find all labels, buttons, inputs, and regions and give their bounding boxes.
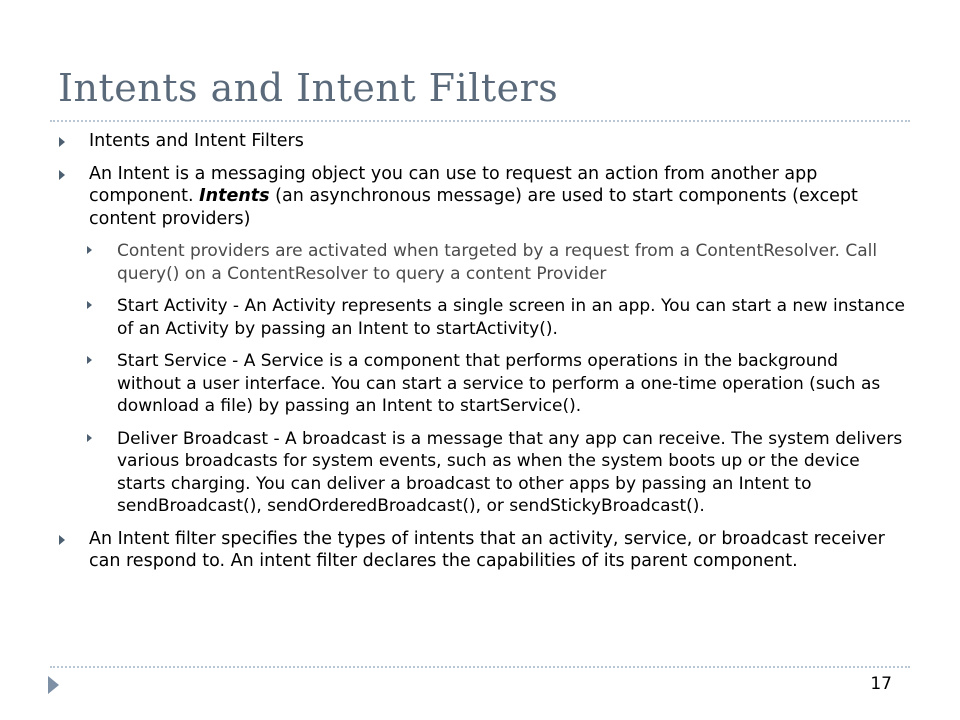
- sub-bullet-text: Deliver Broadcast - A broadcast is a message that any app can receive. The system delivers various broadcasts for system events, such as when the system boots up or the device starts charging. You can deliver a broadcast to other apps by passing an Intent to sendBroadcast(), sendOrderedBroadcast(), or sendStickyBroadcast().: [117, 428, 903, 516]
- bullet-item: [55, 163, 905, 231]
- corner-arrow-icon: [48, 676, 59, 694]
- bullet-arrow-icon: [59, 535, 65, 545]
- sub-bullet-text: Start Activity - An Activity represents a single screen in an app. You can start a new instance of an Activity by passing an Intent to startActivity().: [117, 296, 905, 339]
- slide-title: Intents and Intent Filters: [58, 66, 559, 110]
- bullet-item: [55, 528, 905, 573]
- bullet-text: Intents and Intent Filters: [89, 131, 304, 151]
- page-number: 17: [870, 674, 892, 694]
- sub-bullet-arrow-icon: [87, 246, 92, 254]
- title-divider: [50, 120, 910, 122]
- sub-bullet-text: Content providers are activated when targeted by a request from a ContentResolver. Call query() on a ContentResolver to query a content Provider: [117, 241, 878, 284]
- footer-divider: [50, 666, 910, 668]
- slide-body: [55, 130, 905, 583]
- bullet-text-post: (an asynchronous message) are used to start components (except content providers): [89, 186, 858, 229]
- bullet-text-pre: An Intent is a messaging object you can use to request an action from another app component.: [89, 163, 818, 206]
- bullet-arrow-icon: [59, 170, 65, 180]
- sub-bullet-item: [55, 240, 905, 285]
- sub-bullet-item: [55, 350, 905, 418]
- sub-bullet-arrow-icon: [87, 434, 92, 442]
- bullet-text: An Intent filter specifies the types of intents that an activity, service, or broadcast receiver can respond to. An intent filter declares the capabilities of its parent component.: [89, 528, 885, 571]
- bullet-text-emphasis: Intents: [199, 186, 270, 206]
- sub-bullet-arrow-icon: [87, 301, 92, 309]
- sub-bullet-arrow-icon: [87, 356, 92, 364]
- bullet-arrow-icon: [59, 137, 65, 147]
- sub-bullet-item: [55, 428, 905, 518]
- sub-bullet-text: Start Service - A Service is a component that performs operations in the background without a user interface. You can start a service to perform a one-time operation (such as download a file) by passing an Intent to startService().: [117, 351, 881, 416]
- sub-bullet-item: [55, 295, 905, 340]
- bullet-item: [55, 130, 905, 153]
